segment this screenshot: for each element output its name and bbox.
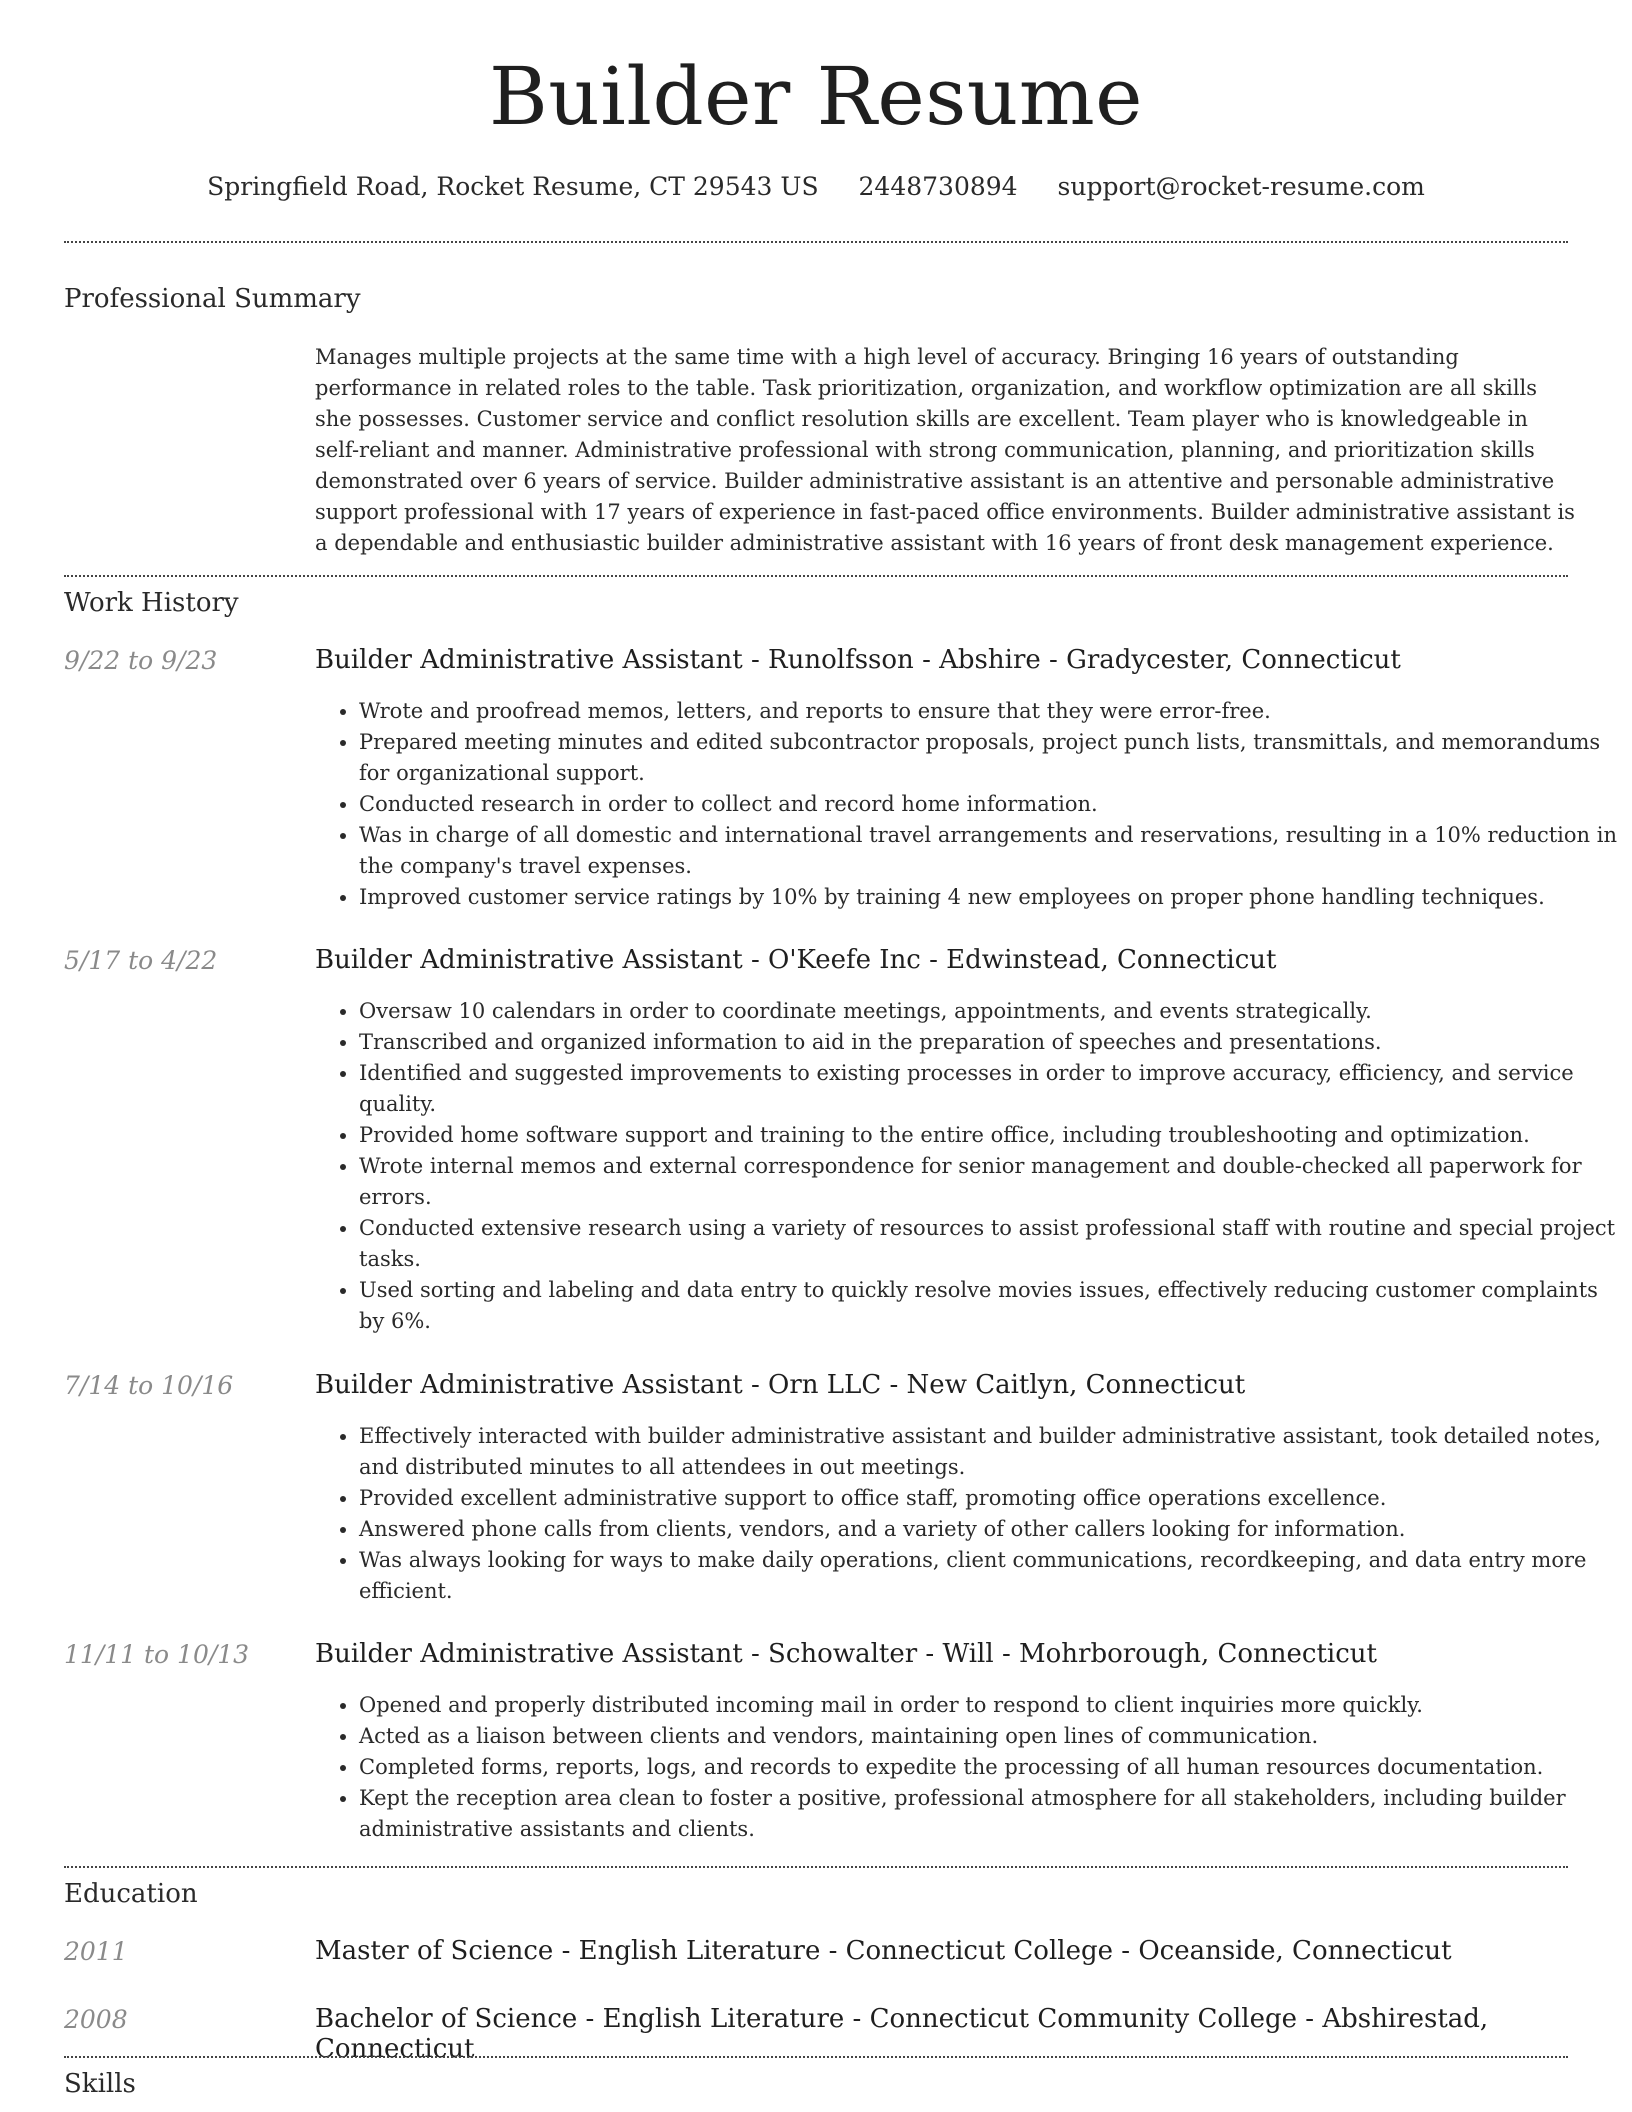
- job-bullet: • Opened and properly distributed incoming mail in order to respond to client inquiries more quickly.: [359, 1690, 1619, 1721]
- job-title: Builder Administrative Assistant - Orn LLC - New Caitlyn, Connecticut: [315, 1370, 1246, 1400]
- job-bullet: • Provided home software support and training to the entire office, including troubleshooting and optimization.: [359, 1120, 1619, 1151]
- job-bullets: [315, 996, 1619, 1337]
- section-title-work-history: Work History: [64, 588, 239, 618]
- job-bullet: • Acted as a liaison between clients and vendors, maintaining open lines of communication.: [359, 1721, 1619, 1752]
- job-bullet: • Completed forms, reports, logs, and records to expedite the processing of all human resources documentation.: [359, 1752, 1619, 1783]
- job-bullet: • Effectively interacted with builder administrative assistant and builder administrative assistant, took detailed notes, and distributed minutes to all attendees in out meetings.: [359, 1421, 1619, 1483]
- job-bullet: • Provided excellent administrative support to office staff, promoting office operations excellence.: [359, 1483, 1619, 1514]
- job-dates: 7/14 to 10/16: [64, 1371, 234, 1400]
- job-bullet: • Was in charge of all domestic and international travel arrangements and reservations, resulting in a 10% reduction in the company's travel expenses.: [359, 820, 1619, 882]
- education-year: 2008: [64, 2005, 128, 2034]
- resume-name: Builder Resume: [488, 50, 1144, 143]
- education-degree: Bachelor of Science - English Literature - Connecticut Community College - Abshirestad, Connecticut: [315, 2004, 1489, 2064]
- job-bullet: • Was always looking for ways to make daily operations, client communications, recordkeeping, and data entry more efficient.: [359, 1545, 1619, 1607]
- section-title-skills: Skills: [64, 2069, 136, 2099]
- divider-summary: [64, 575, 1568, 577]
- job-bullet: • Conducted research in order to collect and record home information.: [359, 789, 1619, 820]
- contact-phone: 2448730894: [858, 172, 1018, 201]
- job-dates: 5/17 to 4/22: [64, 946, 218, 975]
- job-dates: 11/11 to 10/13: [64, 1640, 250, 1669]
- job-bullet: • Kept the reception area clean to foster a positive, professional atmosphere for all stakeholders, including builder administrative assistants and clients.: [359, 1783, 1619, 1845]
- job-dates: 9/22 to 9/23: [64, 646, 218, 675]
- job-bullet: • Used sorting and labeling and data entry to quickly resolve movies issues, effectively reducing customer complaints by 6%.: [359, 1275, 1619, 1337]
- job-bullet: • Identified and suggested improvements to existing processes in order to improve accuracy, efficiency, and service quality.: [359, 1058, 1619, 1120]
- job-bullet: • Oversaw 10 calendars in order to coordinate meetings, appointments, and events strategically.: [359, 996, 1619, 1027]
- job-bullet: • Answered phone calls from clients, vendors, and a variety of other callers looking for information.: [359, 1514, 1619, 1545]
- job-title: Builder Administrative Assistant - Runolfsson - Abshire - Gradycester, Connecticut: [315, 645, 1401, 675]
- job-bullets: [315, 696, 1619, 913]
- section-title-education: Education: [64, 1879, 198, 1909]
- education-year: 2011: [64, 1937, 128, 1966]
- job-bullet: • Wrote and proofread memos, letters, and reports to ensure that they were error-free.: [359, 696, 1619, 727]
- education-degree: Master of Science - English Literature - Connecticut College - Oceanside, Connecticut: [315, 1936, 1452, 1966]
- summary-text: Manages multiple projects at the same time with a high level of accuracy. Bringing 16 years of outstanding performance in related roles to the table. Task prioritization, organization, and workflow optimization are all skills she possesses. Customer service and conflict resolution skills are excellent. Team player who is knowledgeable in self-reliant and manner. Administrative professional with strong communication, planning, and prioritization skills demonstrated over 6 years of service. Builder administrative assistant is an attentive and personable administrative support professional with 17 years of experience in fast-paced office environments. Builder administrative assistant is a dependable and enthusiastic builder administrative assistant with 16 years of front desk management experience.: [315, 345, 1575, 555]
- job-bullet: • Prepared meeting minutes and edited subcontractor proposals, project punch lists, transmittals, and memorandums for organizational support.: [359, 727, 1619, 789]
- job-title: Builder Administrative Assistant - O'Keefe Inc - Edwinstead, Connecticut: [315, 945, 1277, 975]
- divider-education: [64, 2056, 1568, 2058]
- job-bullet: • Conducted extensive research using a variety of resources to assist professional staff with routine and special project tasks.: [359, 1213, 1619, 1275]
- job-bullet: • Improved customer service ratings by 10% by training 4 new employees on proper phone handling techniques.: [359, 882, 1619, 913]
- job-bullets: [315, 1690, 1619, 1845]
- job-bullet: • Wrote internal memos and external correspondence for senior management and double-checked all paperwork for errors.: [359, 1151, 1619, 1213]
- job-bullet: • Transcribed and organized information to aid in the preparation of speeches and presentations.: [359, 1027, 1619, 1058]
- section-title-summary: Professional Summary: [64, 284, 361, 314]
- contact-email: support@rocket-resume.com: [1057, 172, 1425, 201]
- divider-work-history: [64, 1866, 1568, 1868]
- contact-line: [0, 172, 1632, 201]
- contact-address: Springfield Road, Rocket Resume, CT 29543 US: [207, 172, 819, 201]
- job-bullets: [315, 1421, 1619, 1607]
- job-title: Builder Administrative Assistant - Schowalter - Will - Mohrborough, Connecticut: [315, 1639, 1378, 1669]
- divider-header: [64, 241, 1568, 243]
